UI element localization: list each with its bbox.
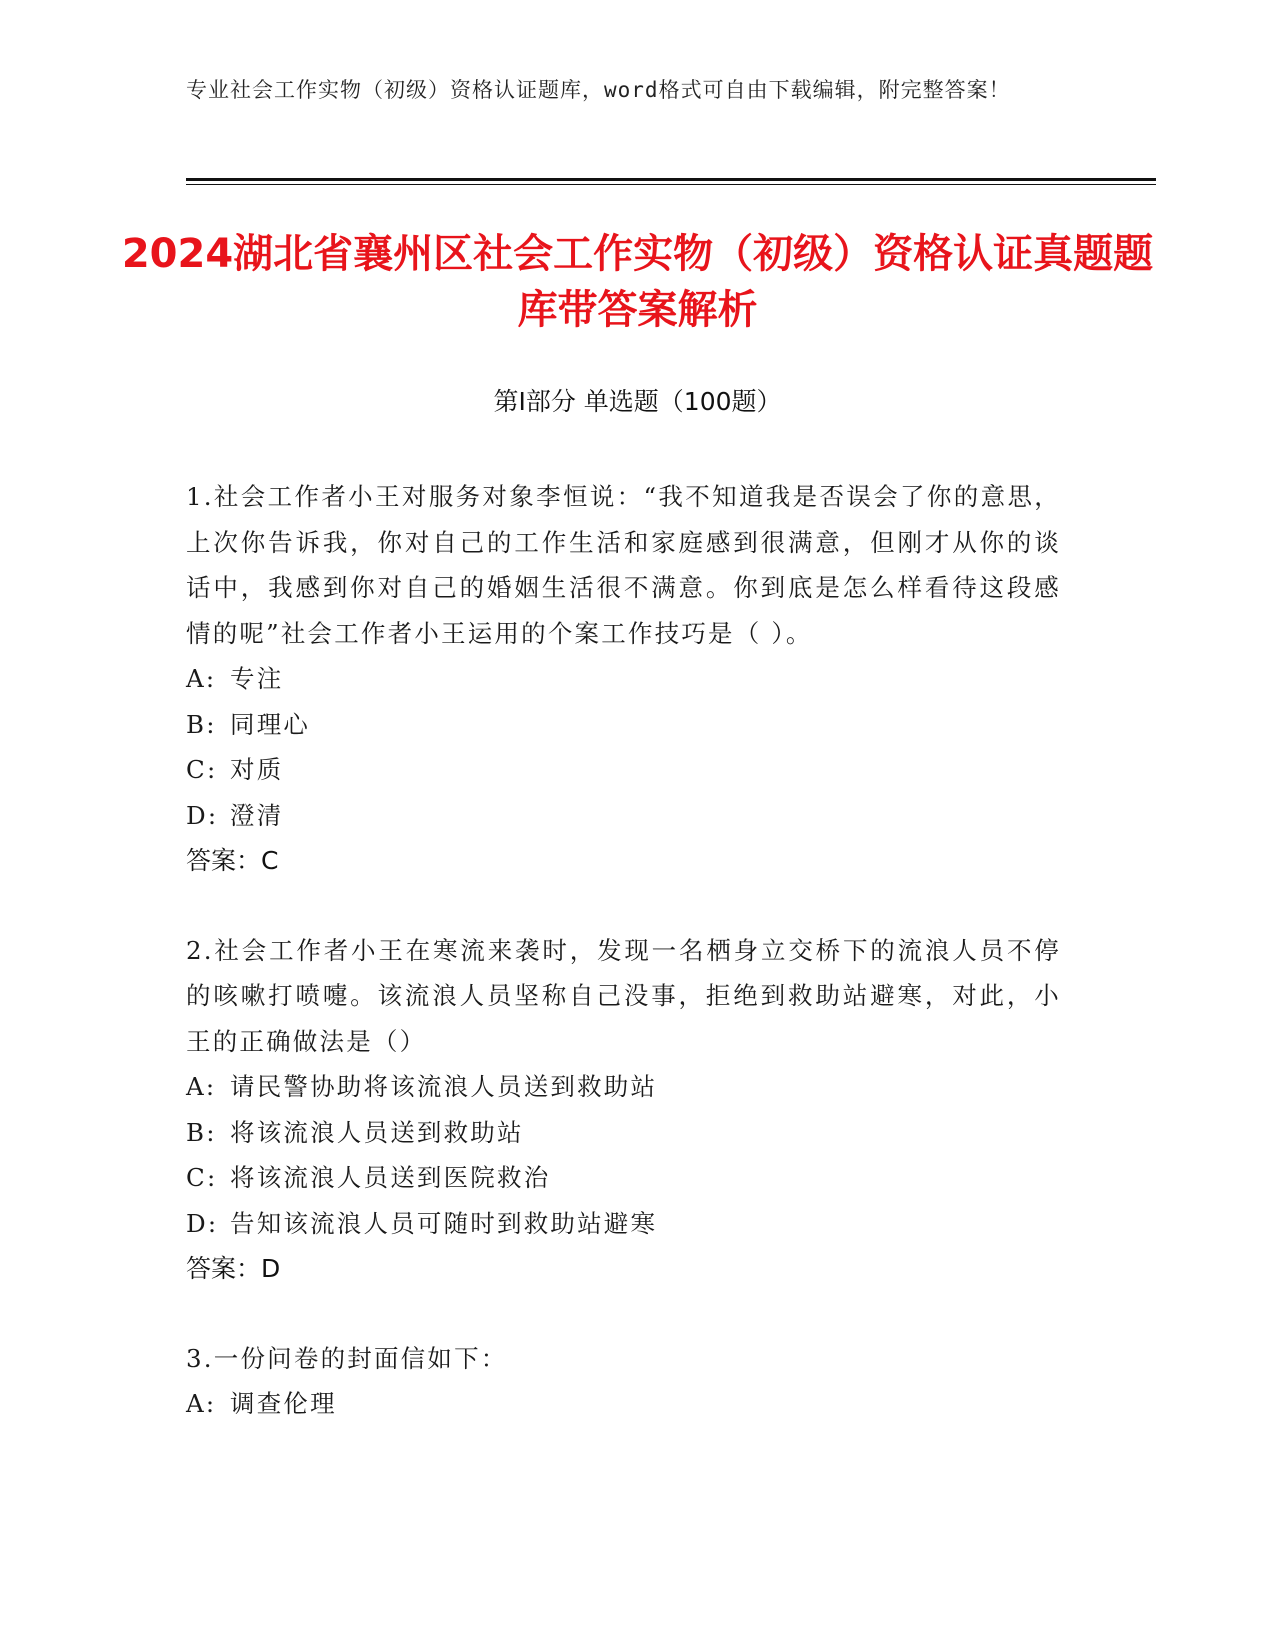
option-key: A: xyxy=(186,1072,217,1101)
option-key: B: xyxy=(186,1117,217,1147)
answer-label: 答案： xyxy=(186,846,262,875)
option-a xyxy=(186,656,1061,702)
option-c xyxy=(186,1155,1061,1201)
question-list xyxy=(186,474,1061,1471)
answer-line xyxy=(186,838,1061,884)
option-b xyxy=(186,702,1061,748)
option-text: 将该流浪人员送到救助站 xyxy=(230,1117,524,1147)
option-c xyxy=(186,747,1061,793)
header-divider-thin xyxy=(186,184,1156,185)
answer-line xyxy=(186,1246,1061,1292)
document-title: 2024湖北省襄州区社会工作实物（初级）资格认证真题题库带答案解析 xyxy=(121,231,1154,333)
option-key: D: xyxy=(186,1208,219,1238)
question-stem: 1.社会工作者小王对服务对象李恒说：“我不知道我是否误会了你的意思，上次你告诉我，你对自己的工作生活和家庭感到很满意，但刚才从你的谈话中，我感到你对自己的婚姻生活很不满意。你到底是怎么样看待这段感情的呢”社会工作者小王运用的个案工作技巧是（ ）。 xyxy=(186,482,1061,648)
option-a xyxy=(186,1381,1061,1427)
header-note: 专业社会工作实物（初级）资格认证题库，word格式可自由下载编辑，附完整答案！ xyxy=(186,78,1011,102)
option-key: D: xyxy=(186,800,219,830)
option-d xyxy=(186,793,1061,839)
option-text: 同理心 xyxy=(230,709,311,739)
option-text: 澄清 xyxy=(230,800,284,830)
option-key: C: xyxy=(186,755,218,784)
option-text: 告知该流浪人员可随时到救助站避寒 xyxy=(230,1208,658,1238)
option-key: C: xyxy=(186,1163,218,1192)
question-2 xyxy=(186,928,1061,1292)
section-heading: 第Ⅰ部分 单选题（100题） xyxy=(493,387,782,416)
question-3 xyxy=(186,1336,1061,1427)
question-1 xyxy=(186,474,1061,884)
option-text: 将该流浪人员送到医院救治 xyxy=(230,1163,551,1192)
question-stem: 2.社会工作者小王在寒流来袭时，发现一名栖身立交桥下的流浪人员不停的咳嗽打喷嚏。该流浪人员坚称自己没事，拒绝到救助站避寒，对此，小王的正确做法是（） xyxy=(186,935,1061,1056)
option-d xyxy=(186,1201,1061,1247)
option-text: 专注 xyxy=(230,664,284,693)
option-key: A: xyxy=(186,1389,217,1418)
answer-value: C xyxy=(261,846,279,875)
question-stem: 3.一份问卷的封面信如下： xyxy=(186,1343,508,1373)
option-b xyxy=(186,1110,1061,1156)
option-text: 调查伦理 xyxy=(230,1389,337,1418)
option-text: 请民警协助将该流浪人员送到救助站 xyxy=(230,1072,658,1101)
answer-label: 答案： xyxy=(186,1254,262,1283)
option-key: A: xyxy=(186,664,217,693)
answer-value: D xyxy=(261,1254,281,1283)
header-divider xyxy=(186,178,1156,181)
option-key: B: xyxy=(186,709,217,739)
option-a xyxy=(186,1064,1061,1110)
option-text: 对质 xyxy=(230,755,284,784)
